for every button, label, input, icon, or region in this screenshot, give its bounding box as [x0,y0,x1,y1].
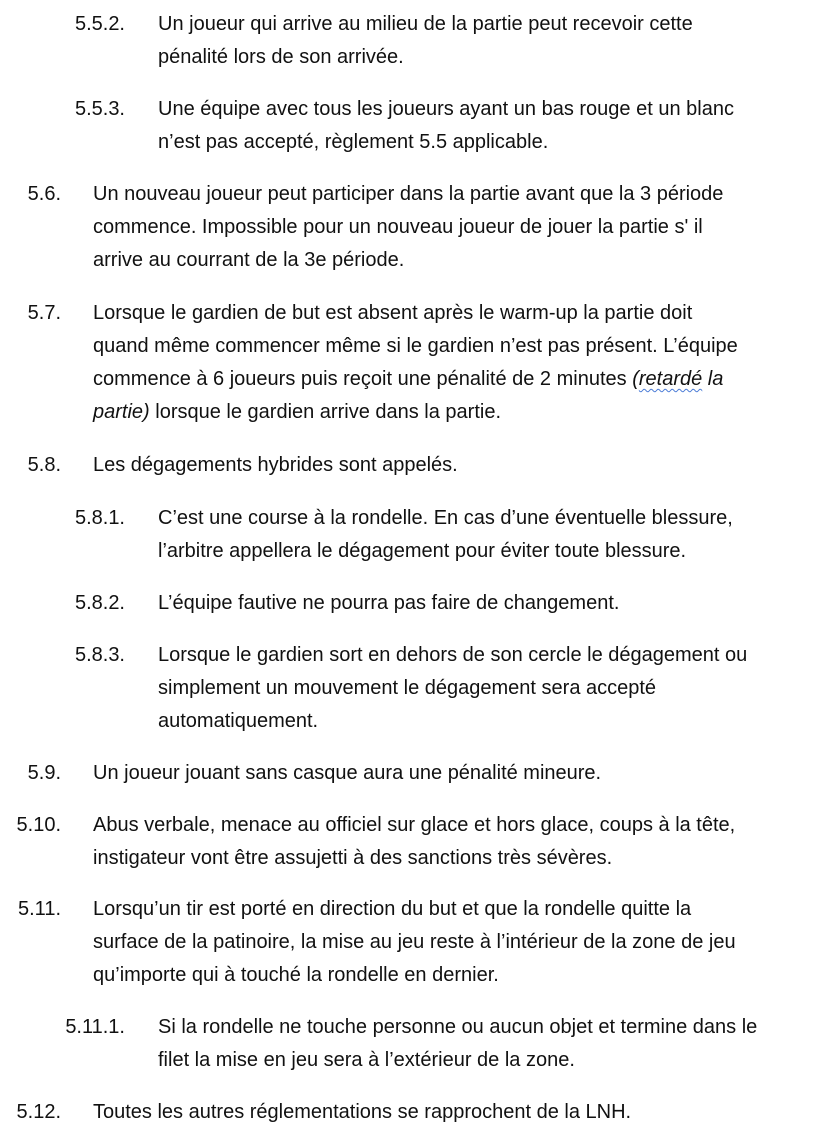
rule-number: 5.9. [27,762,61,784]
rule-text [158,587,619,620]
rule-line: pénalité lors de son arrivée. [158,46,404,68]
rule-line: commence. Impossible pour un nouveau joueur de jouer la partie s' il [93,216,703,238]
rule-line: instigateur vont être assujetti à des sanctions très sévères. [93,847,613,869]
italic-text: partie) [93,401,150,423]
rule-text [93,757,601,790]
rule-text [93,178,723,277]
rule-line: simplement un mouvement le dégagement sera accepté [158,677,657,699]
rule-line: automatiquement. [158,710,319,732]
rule-text [158,93,734,159]
rule-text [93,449,458,482]
rule-text [93,1096,631,1129]
rule-line: Lorsque le gardien de but est absent après le warm-up la partie doit [93,302,693,324]
rule-number: 5.12. [16,1101,61,1123]
spellcheck-flagged-word[interactable]: retardé [638,368,703,390]
rule-line: Un joueur qui arrive au milieu de la partie peut recevoir cette [158,13,693,35]
rule-line-segment: commence à 6 joueurs puis reçoit une pénalité de 2 minutes [93,368,633,390]
rule-text [158,639,747,738]
italic-text: la [702,368,724,390]
rule-line: Une équipe avec tous les joueurs ayant un bas rouge et un blanc [158,98,734,120]
rule-line-segment: lorsque le gardien arrive dans la partie. [149,401,502,423]
italic-text: ( [632,368,639,390]
rule-line: surface de la patinoire, la mise au jeu reste à l’intérieur de la zone de jeu [93,931,736,953]
rule-line: L’équipe fautive ne pourra pas faire de changement. [158,592,620,614]
rule-number: 5.5.3. [74,98,125,120]
rule-number: 5.6. [27,183,61,205]
rule-number: 5.5.2. [74,13,125,35]
rule-line: filet la mise en jeu sera à l’extérieur de la zone. [158,1049,575,1071]
rule-number: 5.11. [18,898,61,920]
rule-line [93,363,738,396]
rule-line: quand même commencer même si le gardien n’est pas présent. L’équipe [93,335,738,357]
rule-number: 5.8.2. [74,592,125,614]
rule-line: Toutes les autres réglementations se rapprochent de la LNH. [93,1101,632,1123]
rule-text [93,297,738,429]
rule-line: Les dégagements hybrides sont appelés. [93,454,458,476]
rule-line: qu’importe qui à touché la rondelle en dernier. [93,964,499,986]
rule-number: 5.10. [16,814,61,836]
rule-text [158,502,733,568]
rule-text [158,1011,757,1077]
rule-text [158,8,693,74]
rule-line: Lorsque le gardien sort en dehors de son cercle le dégagement ou [158,644,748,666]
rule-line: l’arbitre appellera le dégagement pour éviter toute blessure. [158,540,687,562]
rule-line: Lorsqu’un tir est porté en direction du but et que la rondelle quitte la [93,898,692,920]
rule-number: 5.11.1. [65,1016,125,1038]
rule-line [93,396,738,429]
rule-line: arrive au courrant de la 3e période. [93,249,405,271]
rule-text [93,809,735,875]
rule-line: Abus verbale, menace au officiel sur glace et hors glace, coups à la tête, [93,814,736,836]
rule-number: 5.8. [27,454,61,476]
rule-line: Si la rondelle ne touche personne ou aucun objet et termine dans le [158,1016,758,1038]
rule-line: C’est une course à la rondelle. En cas d’une éventuelle blessure, [158,507,733,529]
rule-text [93,893,736,992]
rule-number: 5.8.3. [74,644,125,666]
rule-number: 5.7. [27,302,61,324]
rule-line: n’est pas accepté, règlement 5.5 applicable. [158,131,549,153]
rule-line: Un nouveau joueur peut participer dans la partie avant que la 3 période [93,183,724,205]
rule-line: Un joueur jouant sans casque aura une pénalité mineure. [93,762,602,784]
rule-number: 5.8.1. [74,507,125,529]
